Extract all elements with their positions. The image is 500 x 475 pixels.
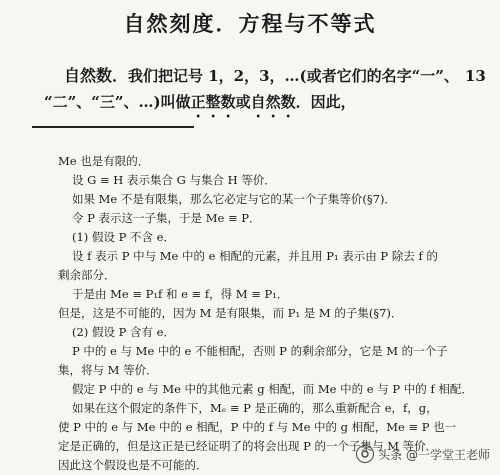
watermark (356, 445, 490, 463)
body-line: 剩余部分． (58, 268, 116, 282)
body-line: 使 P 中的 e 与 Me 中的 e 相配，P 中的 f 与 Me 中的 g 相配，Me ≡ P 也一 (58, 420, 457, 434)
intro-line-1-text: 我们把记号 1，2，3，…(或者它们的名字“一”、 (128, 67, 459, 85)
body-line: Me 也是有限的． (58, 154, 150, 168)
body-line: 因此这个假设也是不可能的． (58, 458, 208, 472)
body-line: P 中的 e 与 Me 中的 e 不能相配，否则 P 的剩余部分，它是 M 的一个子 (72, 344, 448, 358)
body-line: 集，将与 M 等价． (58, 363, 158, 377)
body-line: 假定 P 中的 e 与 Me 中的其他元素 g 相配，而 Me 中的 e 与 P 中的 f 相配． (72, 382, 473, 396)
body-line: 设 G ≡ H 表示集合 G 与集合 H 等价． (72, 173, 276, 187)
intro-line-2-start: “二”、“三”、…)叫做 (44, 93, 191, 111)
section-divider (32, 126, 194, 128)
watermark-text: 头条 @一学堂王老师 (378, 447, 490, 462)
page-title: 自然刻度．方程与不等式 (123, 11, 377, 36)
term-positive-integer: 正整数 (190, 93, 236, 111)
body-line: (2) 假设 P 含有 e． (72, 325, 175, 339)
body-line: (1) 假设 P 不含 e． (72, 230, 175, 244)
term-natural-number: 自然数 (250, 93, 296, 111)
body-line: 但是，这是不可能的，因为 M 是有限集，而 P₁ 是 M 的子集(§7)． (58, 306, 403, 320)
body-line: 于是由 Me ≡ P₁f 和 e ≡ f，得 M ≡ P₁． (72, 287, 289, 301)
intro-line-2-end: ．因此， (295, 93, 356, 111)
intro-line-2 (44, 89, 356, 121)
intro-line-2-or: 或 (235, 93, 251, 111)
intro-line-1 (64, 62, 486, 90)
page-number: 13 (464, 67, 486, 85)
intro-label: 自然数． (64, 66, 129, 85)
toutiao-logo-icon (356, 445, 374, 463)
body-line: 如果在这个假定的条件下，Mₑ ≡ P 是正确的，那么重新配合 e，f，g， (72, 401, 438, 415)
body-line: 设 f 表示 P 中与 Me 中的 e 相配的元素，并且用 P₁ 表示由 P 除去 f 的 (72, 249, 438, 263)
body-line: 定是正确的，但是这正是已经证明了的将会出现 P 的一个子集与 M 等价． (58, 439, 438, 453)
body-line: 如果 Me 不是有限集，那么它必定与它的某一个子集等价(§7)． (72, 192, 396, 206)
body-line: 令 P 表示这一子集，于是 Me ≡ P． (72, 211, 261, 225)
